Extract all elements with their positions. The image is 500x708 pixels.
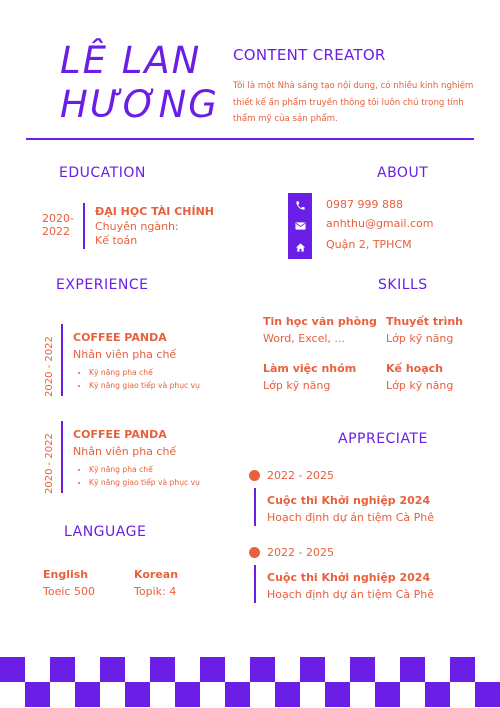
checker-cell: [175, 657, 200, 682]
checker-cell: [375, 682, 400, 707]
checker-cell: [275, 682, 300, 707]
checker-cell: [425, 682, 450, 707]
list-item: • Kỹ năng pha chế: [89, 366, 200, 379]
list-item: • Kỹ năng pha chế: [89, 463, 200, 476]
checker-cell: [300, 682, 325, 707]
checker-cell: [250, 682, 275, 707]
checker-cell: [225, 657, 250, 682]
phone-icon: [288, 195, 312, 215]
checker-cell: [300, 657, 325, 682]
language-heading: LANGUAGE: [64, 524, 147, 540]
checker-cell: [450, 657, 475, 682]
skills-heading: SKILLS: [378, 277, 428, 293]
education-major-label: Chuyên ngành:: [95, 220, 179, 233]
checker-cell: [325, 657, 350, 682]
checker-cell: [475, 682, 500, 707]
checker-cell: [450, 682, 475, 707]
experience-company: COFFEE PANDA: [73, 428, 167, 441]
skill-value: Lớp kỹ năng: [263, 379, 331, 392]
checker-cell: [325, 682, 350, 707]
appreciate-desc: Hoạch định dự án tiệm Cà Phê: [267, 511, 435, 524]
education-bar: [83, 203, 85, 249]
experience-years: 2020 - 2022: [44, 336, 55, 397]
skill-title: Kế hoạch: [386, 362, 443, 375]
checker-cell: [225, 682, 250, 707]
appreciate-desc: Hoạch định dự án tiệm Cà Phê: [267, 588, 435, 601]
experience-bar: [61, 324, 63, 396]
checker-cell: [125, 682, 150, 707]
checker-cell: [200, 657, 225, 682]
about-heading: ABOUT: [377, 165, 429, 181]
appreciate-years: 2022 - 2025: [267, 469, 334, 482]
intro-text: Tôi là một Nhà sáng tạo nội dung, có nhiều kinh nghiệm thiết kế ấn phẩm truyền thông tôi luôn chú trọng tính thẩm mỹ của sản phẩm.: [233, 81, 474, 124]
education-heading: EDUCATION: [59, 165, 146, 181]
contact-phone: 0987 999 888: [326, 198, 403, 211]
contact-address: Quận 2, TPHCM: [326, 238, 412, 251]
checker-cell: [25, 657, 50, 682]
appreciate-title: Cuộc thi Khởi nghiệp 2024: [267, 494, 431, 507]
checker-cell: [425, 657, 450, 682]
education-major: Kế toán: [95, 234, 138, 247]
experience-bar: [61, 421, 63, 493]
experience-position: Nhân viên pha chế: [73, 348, 177, 361]
checker-cell: [100, 657, 125, 682]
timeline-bar: [254, 488, 256, 526]
header-divider: [26, 138, 474, 140]
experience-bullets: [73, 463, 200, 489]
skill-title: Thuyết trình: [386, 315, 463, 328]
list-item: • Kỹ năng giao tiếp và phục vụ: [89, 476, 200, 489]
checker-cell: [150, 682, 175, 707]
appreciate-heading: APPRECIATE: [338, 431, 428, 447]
checker-cell: [75, 682, 100, 707]
skill-title: Làm việc nhóm: [263, 362, 357, 375]
experience-company: COFFEE PANDA: [73, 331, 167, 344]
experience-bullets: [73, 366, 200, 392]
checker-cell: [100, 682, 125, 707]
checker-cell: [400, 657, 425, 682]
name-line-1: LÊ LAN: [60, 39, 202, 82]
home-icon: [288, 237, 312, 257]
checker-cell: [400, 682, 425, 707]
timeline-dot: [249, 470, 260, 481]
experience-position: Nhân viên pha chế: [73, 445, 177, 458]
name-line-2: HƯƠNG: [60, 83, 219, 126]
checker-cell: [175, 682, 200, 707]
experience-years: 2020 - 2022: [44, 433, 55, 494]
language-name: Korean: [134, 568, 179, 581]
checker-cell: [50, 682, 75, 707]
skill-value: Word, Excel, ...: [263, 332, 345, 345]
skill-value: Lớp kỹ năng: [386, 379, 454, 392]
checker-cell: [50, 657, 75, 682]
checker-cell: [475, 657, 500, 682]
checker-cell: [250, 657, 275, 682]
language-level: Topik: 4: [134, 585, 177, 598]
checker-cell: [275, 657, 300, 682]
experience-heading: EXPERIENCE: [56, 277, 149, 293]
checker-cell: [200, 682, 225, 707]
checker-cell: [350, 682, 375, 707]
timeline-bar: [254, 565, 256, 603]
language-name: English: [43, 568, 89, 581]
mail-icon: [288, 216, 312, 236]
contact-icon-column: [288, 193, 312, 259]
checker-cell: [125, 657, 150, 682]
job-title: CONTENT CREATOR: [233, 46, 386, 64]
education-year: 2020- 2022: [42, 212, 74, 238]
checker-cell: [0, 657, 25, 682]
contact-email: anhthu@gmail.com: [326, 217, 434, 230]
timeline-dot: [249, 547, 260, 558]
checker-cell: [25, 682, 50, 707]
language-level: Toeic 500: [43, 585, 95, 598]
checker-cell: [150, 657, 175, 682]
checkerboard-footer: [0, 657, 500, 707]
skill-value: Lớp kỹ năng: [386, 332, 454, 345]
checker-cell: [75, 657, 100, 682]
appreciate-title: Cuộc thi Khởi nghiệp 2024: [267, 571, 431, 584]
checker-cell: [350, 657, 375, 682]
skill-title: Tin học văn phòng: [263, 315, 377, 328]
checker-cell: [375, 657, 400, 682]
list-item: • Kỹ năng giao tiếp và phục vụ: [89, 379, 200, 392]
checker-cell: [0, 682, 25, 707]
appreciate-years: 2022 - 2025: [267, 546, 334, 559]
education-school: ĐẠI HỌC TÀI CHÍNH: [95, 205, 214, 218]
